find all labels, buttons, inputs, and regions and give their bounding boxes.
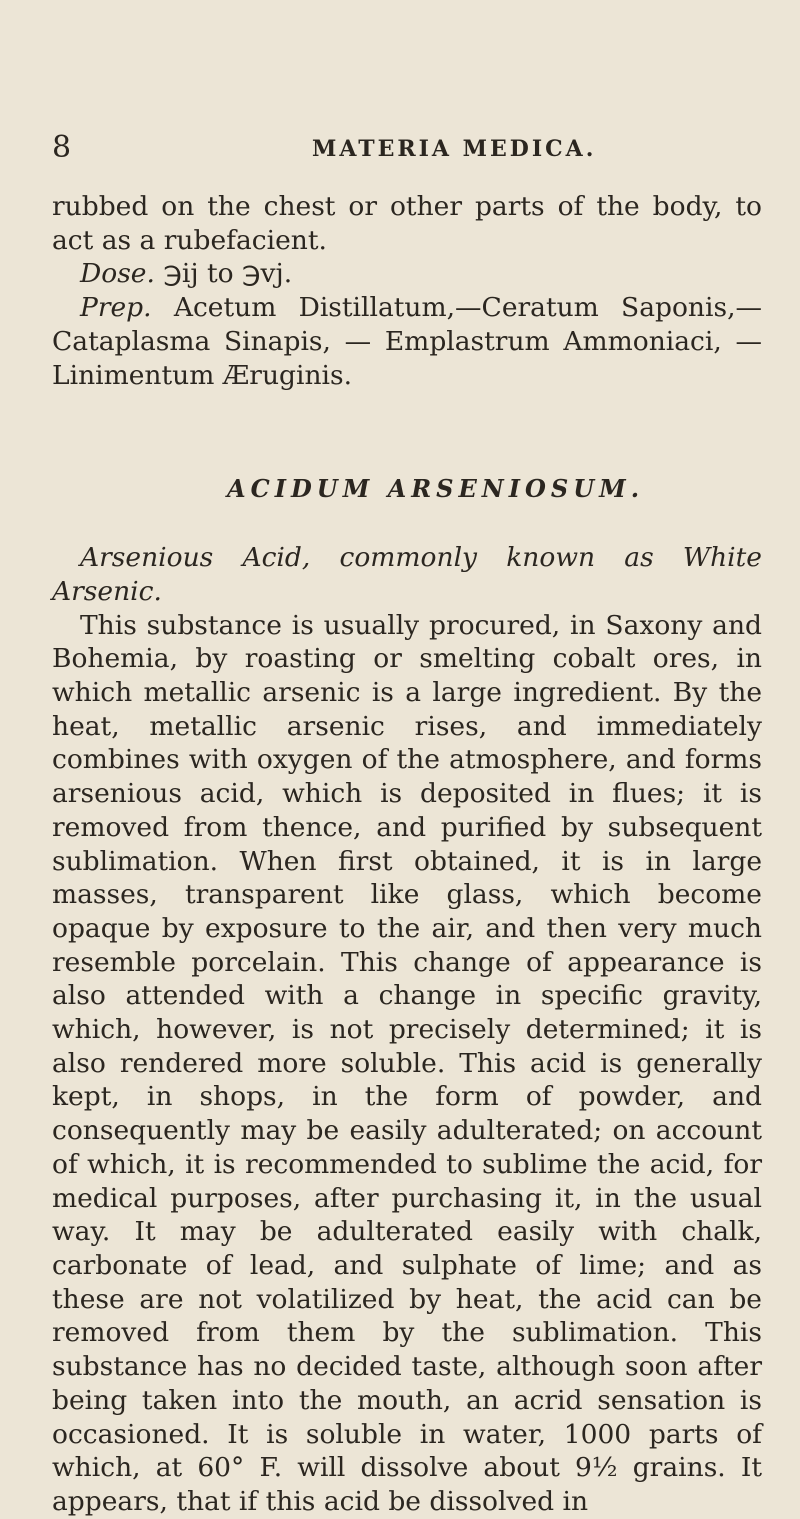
continued-paragraph: rubbed on the chest or other parts of the body, to act as a rubefacient.	[52, 191, 762, 256]
running-head: MATERIA MEDICA.	[312, 136, 597, 162]
page-header	[52, 130, 762, 170]
section-title: ACIDUM ARSENIOSUM.	[227, 474, 645, 504]
prep-value: Acetum Distillatum,—Ceratum Saponis,—Cataplasma Sinapis, — Emplastrum Ammoniaci, — Linimentum Æruginis.	[52, 292, 762, 391]
dose-line	[52, 257, 762, 291]
section-subtitle: Arsenious Acid, commonly known as White Arsenic.	[52, 542, 762, 607]
body-paragraph: This substance is usually procured, in Saxony and Bohemia, by roasting or smelting cobalt ores, in which metallic arsenic is a large ingredient. By the heat, metallic arsenic rises, and immediately combines with oxygen of the atmosphere, and forms arsenious acid, which is deposited in flues; it is removed from thence, and purified by subsequent sublimation. When first obtained, it is in large masses, transparent like glass, which become opaque by exposure to the air, and then very much resemble porcelain. This change of appearance is also attended with a change in specific gravity, which, however, is not precisely determined; it is also rendered more soluble. This acid is generally kept, in shops, in the form of powder, and consequently may be easily adulterated; on account of which, it is recommended to sublime the acid, for medical purposes, after purchasing it, in the usual way. It may be adulterated easily with chalk, carbonate of lead, and sulphate of lime; and as these are not volatilized by heat, the acid can be removed from them by the sublimation. This substance has no decided taste, although soon after being taken into the mouth, an acrid sensation is occasioned. It is soluble in water, 1000 parts of which, at 60° F. will dissolve about 9½ grains. It appears, that if this acid be dissolved in	[52, 609, 762, 1517]
dose-value: ℈ij to ℈vj.	[163, 258, 293, 290]
prep-label: Prep.	[80, 292, 152, 324]
prep-paragraph	[52, 291, 762, 392]
page-body	[52, 190, 762, 1519]
page-number: 8	[52, 130, 72, 165]
dose-label: Dose.	[80, 258, 155, 290]
